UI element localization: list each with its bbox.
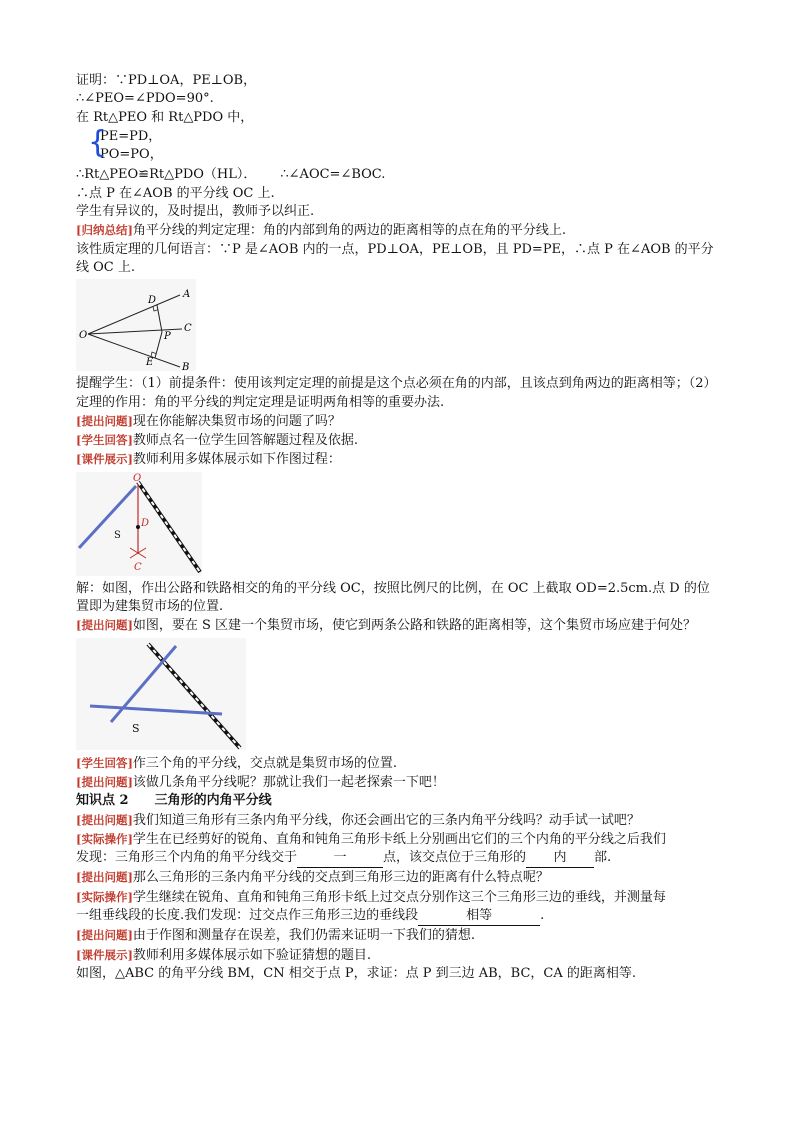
- operation-text: 学生在已经剪好的锐角、直角和钝角三角形卡纸上分别画出它们的三个内角的平分线之后我们: [132, 831, 666, 847]
- exercise-text: 如图，△ABC 的角平分线 BM，CN 相交于点 P，求证：点 P 到三边 AB，BC，CA 的距离相等.: [76, 965, 637, 981]
- knowledge-point-label: 知识点 2: [76, 793, 129, 809]
- label-d: D: [148, 295, 157, 307]
- operation-tag: [实际操作]: [76, 831, 133, 846]
- solution-text: 解：如图，作出公路和铁路相交的角的平分线 OC，按照比例尺的比例，在 OC 上截取 OD=2.5cm.点 D 的位置即为建集贸市场的位置.: [76, 580, 710, 615]
- summary-line: [76, 221, 720, 240]
- label-c: C: [184, 323, 192, 335]
- proof-line: 在 Rt△PEO 和 Rt△PDO 中，: [76, 109, 254, 125]
- question-tag: [提出问题]: [76, 618, 133, 633]
- brace-icon: {: [88, 124, 108, 160]
- operation-text: 学生继续在锐角、直角和钝角三角形卡纸上过交点分别作这三个三角形三边的垂线，并测量每: [132, 889, 666, 905]
- question-text: 那么三角形的三条内角平分线的交点到三角形三边的距离有什么特点呢？: [132, 870, 549, 886]
- equation-line: PE=PD，: [100, 128, 162, 144]
- angle-conclusion: ∴∠AOC=∠BOC.: [280, 167, 386, 183]
- answer-line: [76, 431, 720, 450]
- summary-tag: [归纳总结]: [76, 223, 133, 238]
- blank-answer: 相等: [418, 907, 540, 926]
- question-tag: [提出问题]: [76, 413, 133, 428]
- figure-background: [76, 279, 196, 371]
- question-tag: [提出问题]: [76, 928, 133, 943]
- question-line: [76, 616, 720, 635]
- answer-text: 作三个角的平分线，交点就是集贸市场的位置.: [132, 755, 398, 771]
- point-d: [136, 525, 140, 529]
- question-tag: [提出问题]: [76, 774, 133, 789]
- courseware-line: [76, 946, 720, 965]
- blank-answer: 内: [526, 849, 594, 868]
- figure-background: [76, 472, 202, 576]
- label-o: O: [133, 472, 142, 484]
- congruence-conclusion: ∴Rt△PEO≌Rt△PDO（HL）．: [76, 167, 257, 183]
- equation-line: PO=PO，: [100, 147, 163, 163]
- courseware-tag: [课件展示]: [76, 452, 133, 467]
- courseware-text: 教师利用多媒体展示如下作图过程：: [132, 452, 341, 468]
- label-e: E: [146, 357, 154, 369]
- label-c: C: [134, 561, 142, 573]
- angle-bisector-figure: [76, 279, 196, 371]
- question-line: [76, 926, 720, 945]
- question-tag: [提出问题]: [76, 870, 133, 885]
- knowledge-point-title: 三角形的内角平分线: [154, 793, 272, 809]
- question-line: [76, 868, 720, 887]
- operation-line: [76, 830, 720, 849]
- equation-system: [76, 124, 720, 165]
- answer-tag: [学生回答]: [76, 755, 133, 770]
- triangle-market-figure: [76, 638, 246, 750]
- label-p: P: [164, 331, 171, 343]
- operation-text: 一组垂线段的长度.我们发现：过交点作三角形三边的垂线段: [76, 908, 419, 924]
- question-text: 该做几条角平分线呢？那就让我们一起老探索一下吧！: [132, 774, 445, 790]
- question-text: 现在你能解决集贸市场的问题了吗？: [132, 413, 341, 429]
- courseware-text: 教师利用多媒体展示如下验证猜想的题目.: [132, 947, 372, 963]
- label-s: S: [132, 721, 140, 735]
- operation-text: .: [540, 908, 545, 924]
- courseware-tag: [课件展示]: [76, 947, 133, 962]
- label-o: O: [79, 330, 88, 342]
- blank-answer: 一: [297, 849, 383, 868]
- question-line: [76, 811, 720, 830]
- figure-background: [76, 638, 246, 750]
- answer-text: 教师点名一位学生回答解题过程及依据.: [132, 433, 359, 449]
- question-text: 我们知道三角形有三条内角平分线，你还会画出它的三条内角平分线吗？动手试一试吧？: [132, 812, 640, 828]
- label-s: S: [114, 529, 121, 541]
- operation-line: [76, 907, 720, 926]
- construction-figure: [76, 472, 202, 576]
- label-a: A: [183, 289, 191, 301]
- knowledge-point-heading: [76, 792, 720, 810]
- operation-text: 发现：三角形三个内角的角平分线交于: [76, 850, 298, 866]
- proof-line: ∴∠PEO=∠PDO=90°.: [76, 91, 214, 107]
- answer-line: [76, 754, 720, 773]
- label-b: B: [182, 362, 190, 372]
- proof-line: 证明：∵PD⊥OA，PE⊥OB，: [76, 73, 257, 88]
- proof-line: ∴点 P 在∠AOB 的平分线 OC 上.: [76, 185, 275, 201]
- question-tag: [提出问题]: [76, 812, 133, 827]
- question-text: 如图，要在 S 区建一个集贸市场，使它到两条公路和铁路的距离相等，这个集贸市场应建于何处？: [132, 618, 697, 634]
- operation-text: 点，该交点位于三角形的: [383, 850, 527, 866]
- question-line: [76, 412, 720, 431]
- operation-tag: [实际操作]: [76, 889, 133, 904]
- operation-line: [76, 888, 720, 907]
- question-text: 由于作图和测量存在误差，我们仍需来证明一下我们的猜想.: [132, 928, 476, 944]
- question-line: [76, 773, 720, 792]
- proof-line: [76, 166, 720, 184]
- geometry-language: 该性质定理的几何语言：∵P 是∠AOB 内的一点，PD⊥OA，PE⊥OB，且 PD=PE，∴点 P 在∠AOB 的平分线 OC 上.: [76, 241, 714, 275]
- answer-tag: [学生回答]: [76, 433, 133, 448]
- reminder-text: 提醒学生：（1）前提条件：使用该判定定理的前提是这个点必须在角的内部，且该点到角两边的距离相等；（2）定理的作用：角的平分线的判定定理是证明两角相等的重要办法.: [76, 376, 717, 410]
- proof-line: 学生有异议的，及时提出，教师予以纠正.: [76, 204, 315, 220]
- label-d: D: [141, 517, 150, 529]
- courseware-line: [76, 450, 720, 469]
- summary-text: 角平分线的判定定理：角的内部到角的两边的距离相等的点在角的平分线上.: [132, 223, 567, 239]
- operation-line: [76, 849, 720, 868]
- document-page: [76, 72, 720, 983]
- operation-text: 部.: [594, 850, 612, 866]
